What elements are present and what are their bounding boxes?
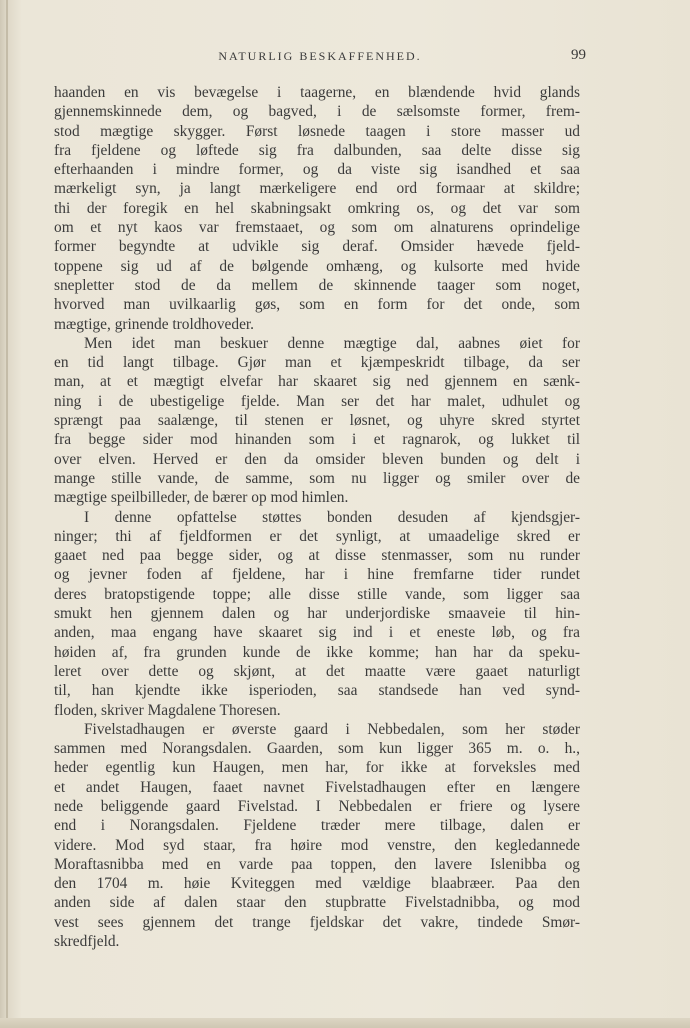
text-line: I denne opfattelse støttes bonden desuden af kjendsgjer- — [84, 508, 580, 526]
text-line: og jevner foden af fjeldene, har i hine fremfarne tider rundet — [54, 566, 580, 584]
text-line: en tid langt tilbage. Gjør man et kjæmpeskridt tilbage, da ser — [54, 354, 580, 372]
text-line: skredfjeld. — [54, 933, 120, 951]
text-line: toppene sig ud af de bølgende omhæng, og kulsorte med hvide — [54, 257, 580, 275]
text-line: efterhaanden i mindre former, og da viste sig isandhed et saa — [54, 161, 580, 179]
text-line: Men idet man beskuer denne mægtige dal, aabnes øiet for — [84, 334, 580, 352]
text-line: ning i de ubestigelige fjelde. Man ser det har malet, udhulet og — [54, 392, 580, 410]
text-line: fra begge sider mod hinanden som i et ragnarok, og lukket til — [54, 431, 580, 449]
text-line: mægtige, grinende troldhoveder. — [54, 315, 255, 333]
page-header — [54, 47, 586, 67]
text-line: et andet Haugen, faaet navnet Fivelstadhaugen efter en længere — [54, 778, 580, 796]
text-line: floden, skriver Magdalene Thoresen. — [54, 701, 281, 719]
text-line: end i Norangsdalen. Fjeldene træder mere tilbage, dalen er — [54, 817, 580, 835]
text-line: thi der foregik en hel skabningsakt omkring os, og det var som — [54, 199, 580, 217]
binding-gutter — [6, 0, 8, 1028]
body-text — [54, 83, 580, 951]
text-line: Fivelstadhaugen er øverste gaard i Nebbedalen, som her støder — [84, 720, 580, 738]
text-line: over elven. Herved er den da omsider bleven bunden og delt i — [54, 450, 580, 468]
text-line: vest sees gjennem det trange fjeldskar det vakre, tindede Smør- — [54, 913, 580, 931]
page-bottom-edge — [0, 1018, 690, 1028]
text-line: mægtige speilbilleder, de bærer op mod himlen. — [54, 489, 349, 507]
text-line: den 1704 m. høie Kviteggen med vældige blaabræer. Paa den — [54, 875, 580, 893]
text-line: former begyndte at udvikle sig deraf. Omsider hævede fjeld- — [54, 238, 580, 256]
running-head: NATURLIG BESKAFFENHED. — [218, 49, 422, 63]
text-line: nede beliggende gaard Fivelstad. I Nebbedalen er friere og lysere — [54, 797, 580, 815]
text-line: leret over dette og skjønt, at det maatte være gaaet naturligt — [54, 662, 580, 680]
text-line: mange stille vande, de samme, som nu ligger og smiler over de — [54, 469, 580, 487]
text-line: sprængt paa saalænge, til stenen er løsnet, og uhyre skred styrtet — [54, 412, 580, 430]
text-line: heder egentlig kun Haugen, men har, for ikke at forveksles med — [54, 759, 580, 777]
text-line: anden, maa engang have skaaret sig ind i et eneste løb, og fra — [54, 624, 580, 642]
text-line: mærkeligt syn, ja langt mærkeligere end ord formaar at skildre; — [54, 180, 580, 198]
text-line: deres bratopstigende toppe; alle disse stille vande, som ligger saa — [54, 585, 580, 603]
text-line: sammen med Norangsdalen. Gaarden, som kun ligger 365 m. o. h., — [54, 740, 580, 758]
text-line: smukt hen gjennem dalen og har underjordiske smaaveie til hin- — [54, 605, 580, 623]
page-number: 99 — [571, 47, 586, 63]
text-line: fra fjeldene og løftede sig fra dalbunden, saa delte disse sig — [54, 141, 580, 159]
text-line: snepletter stod de da mellem de skinnende taager som noget, — [54, 276, 580, 294]
text-line: haanden en vis bevægelse i taagerne, en blændende hvid glands — [54, 84, 580, 101]
text-line: gaaet ned paa begge sider, og at disse stenmasser, som nu runder — [54, 547, 580, 565]
text-line: anden side af dalen staar den stupbratte Fivelstadnibba, og mod — [54, 894, 580, 912]
text-line: høiden af, fra grunden kunde de ikke komme; han har da speku- — [54, 643, 580, 661]
text-line: videre. Mod syd staar, fra høire mod venstre, den kegledannede — [54, 836, 580, 854]
text-line: ninger; thi af fjeldformen er det synligt, at umaadelige skred er — [54, 527, 580, 545]
text-line: gjennemskinnede dem, og bagved, i de sælsomste former, frem- — [54, 103, 580, 121]
text-line: om et nyt kaos var fremstaaet, og som om alnaturens oprindelige — [54, 219, 580, 237]
text-line: hvorved man uvilkaarlig gøs, som en form for det onde, som — [54, 296, 580, 314]
text-line: man, at et mægtigt elvefar har skaaret sig ned gjennem en sænk- — [54, 373, 580, 391]
text-line: til, han kjendte ikke isperioden, saa standsede han ved synd- — [54, 682, 580, 700]
text-line: Moraftasnibba med en varde paa toppen, den lavere Islenibba og — [54, 855, 580, 873]
text-line: stod mægtige skygger. Først løsnede taagen i store masser ud — [54, 122, 580, 140]
